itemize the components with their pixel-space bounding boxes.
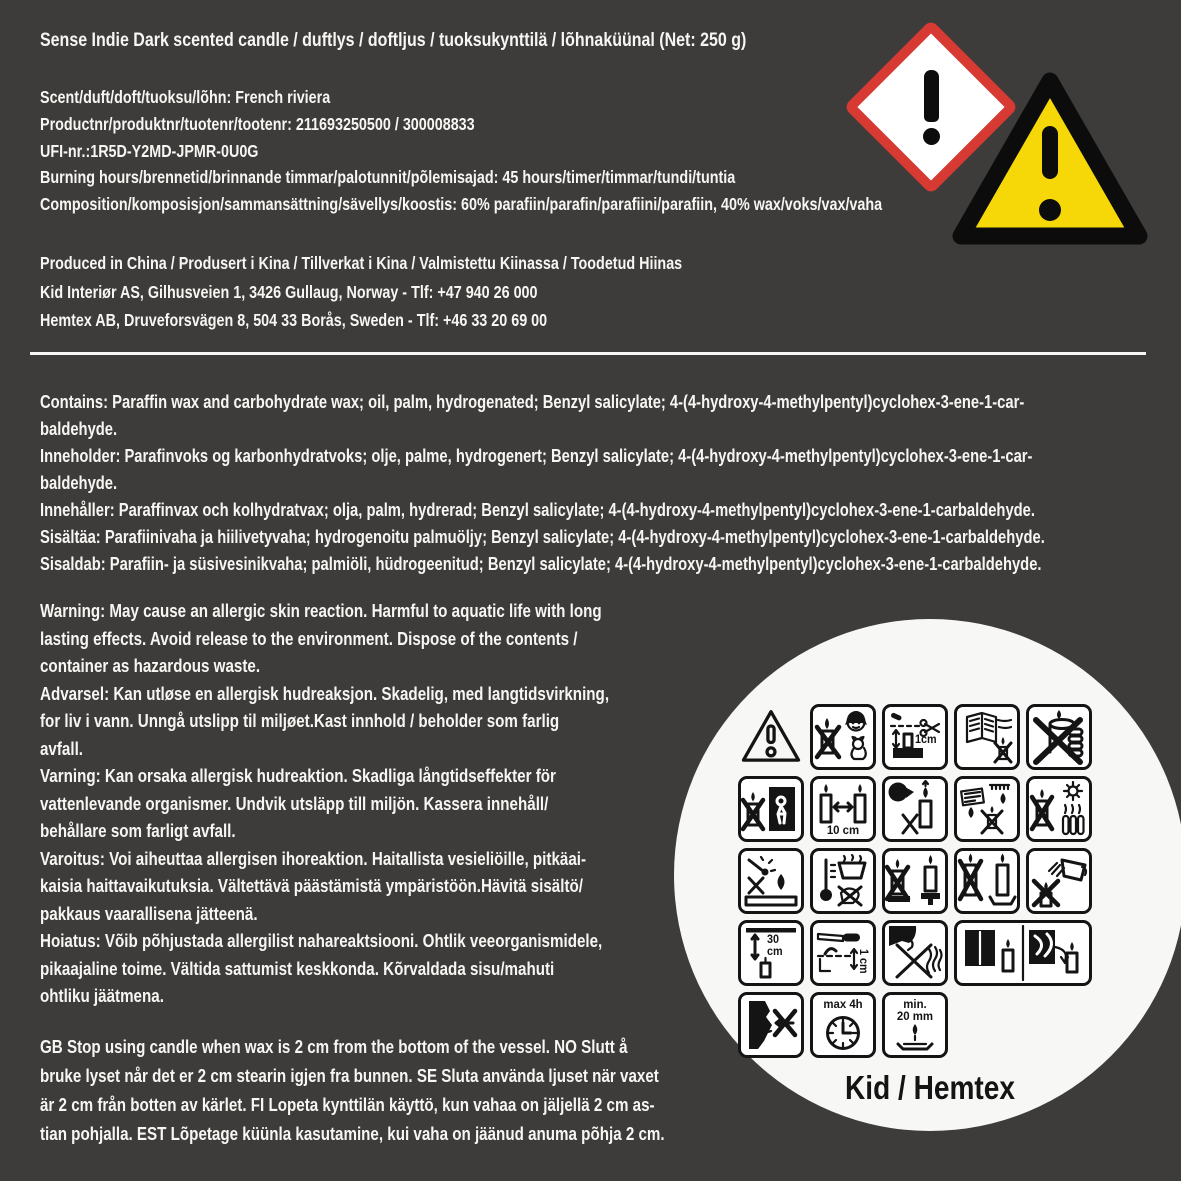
min-wax-20mm-icon <box>882 992 948 1058</box>
text-line: Inneholder: Parafinvoks og karbonhydratvoks; olje, palme, hydrogenert; Benzyl salicylate; 4-(4-hydroxy-4-methylpentyl)cyclohex-3-ene-1-car- <box>40 446 1033 466</box>
text-line: container as hazardous waste. <box>40 655 261 676</box>
text-line: UFI-nr.:1R5D-Y2MD-JPMR-0U0G <box>40 140 259 161</box>
keep-away-from-heat-sources-icon <box>1026 776 1092 842</box>
warning-section <box>40 597 734 1010</box>
keep-wax-pool-clear-of-matches-icon <box>738 848 804 914</box>
page-title <box>40 26 901 54</box>
do-not-lean-over-candle-icon <box>882 776 948 842</box>
brand-text: Kid / Hemtex <box>845 1069 1015 1106</box>
wick-1cm-label: 1 cm <box>857 949 871 974</box>
title-line: Sense Indie Dark scented candle / duftlys / doftljus / tuoksukynttilä / lõhnaküünal (Net: 250 g) <box>40 29 747 51</box>
text-line: lasting effects. Avoid release to the environment. Dispose of the contents / <box>40 627 578 649</box>
exclamation-bar <box>924 70 939 122</box>
container-may-become-hot-icon <box>810 848 876 914</box>
min-word-label: min. <box>903 997 927 1011</box>
text-line: Innehåller: Paraffinvax och kolhydratvax; olja, palm, hydrerad; Benzyl salicylate; 4-(4-hydroxy-4-methylpentyl)cyclohex-3-ene-1-carbaldehyde. <box>40 500 1035 520</box>
ingredients-section <box>40 389 1181 578</box>
text-line: Warning: May cause an allergic skin reaction. Harmful to aquatic life with long <box>40 600 602 621</box>
text-line: pikaajaline toime. Vältida sattumist keskkonda. Kõrvaldada sisu/mahuti <box>40 957 555 979</box>
text-line: baldehyde. <box>40 473 118 493</box>
keep-away-from-burning-objects-icon <box>954 776 1020 842</box>
text-line: Hemtex AB, Druveforsvägen 8, 504 33 Borås, Sweden - Tlf: +46 33 20 69 00 <box>40 310 548 331</box>
30cm-value-label: 30 <box>767 932 780 946</box>
text-line: kaisia haittavaikutuksia. Vältettävä päästämistä ympäristöön.Hävitä sisältö/ <box>40 875 583 896</box>
do-not-extinguish-with-water-icon <box>1026 848 1092 914</box>
never-leave-burning-candle-unattended-icon <box>738 776 804 842</box>
text-line: GB Stop using candle when wax is 2 cm from the bottom of the vessel. NO Slutt å <box>40 1036 628 1057</box>
text-line: Varning: Kan orsaka allergisk hudreaktion. Skadliga långtidseffekter för <box>40 765 556 786</box>
keep-away-from-children-and-pets-icon <box>810 704 876 770</box>
text-line: Scent/duft/doft/tuoksu/lõhn: French riviera <box>40 87 331 107</box>
keep-away-from-flammable-materials-icon <box>954 704 1020 770</box>
usage-stop-section <box>40 1032 802 1148</box>
text-line: Kid Interiør AS, Gilhusveien 1, 3426 Gullaug, Norway - Tlf: +47 940 26 000 <box>40 281 538 302</box>
text-line: Hoiatus: Võib põhjustada allergilist nahareaktsiooni. Ohtlik veeorganismidele, <box>40 930 603 951</box>
text-line: ohtliku jäätmena. <box>40 985 164 1006</box>
text-line: är 2 cm från botten av kärlet. FI Lopeta kynttilän käyttö, kun vahaa on jäljellä 2 cm as- <box>40 1094 655 1115</box>
divider <box>30 352 1146 355</box>
text-line: Sisaldab: Parafiin- ja süsivesinikvaha; palmiöli, hüdrogeenitud; Benzyl salicylate; 4-(4-hydroxy-4-methylpentyl)cyclohex-3-ene-1-carbaldehyde. <box>40 554 1042 574</box>
avoid-draughts-icon <box>954 920 1092 986</box>
text-line: for liv i vann. Unngå utslipp til miljøet.Kast innhold / beholder som farlig <box>40 710 560 731</box>
trim-wick-with-knife-1cm-icon <box>810 920 876 986</box>
10cm-distance-label: 10 cm <box>826 823 860 837</box>
always-use-candle-holder-icon <box>882 848 948 914</box>
text-line: Advarsel: Kan utløse en allergisk hudreaksjon. Skadelig, med langtidsvirkning, <box>40 682 610 704</box>
text-line: pakkaus vaarallisena jätteenä. <box>40 902 258 924</box>
keep-30cm-below-overhangs-icon <box>738 920 804 986</box>
do-not-inhale-fumes-icon <box>882 920 948 986</box>
trim-1cm-label: 1cm <box>915 732 937 746</box>
text-line: Varoitus: Voi aiheuttaa allergisen ihoreaktion. Haitallista vesieliöille, pitkäai- <box>40 847 587 869</box>
trim-wick-1cm-icon <box>882 704 948 770</box>
text-line: baldehyde. <box>40 419 118 439</box>
do-not-blow-out-icon <box>738 992 804 1058</box>
text-line: Sisältäa: Parafiinivaha ja hiilivetyvaha; hydrogenoitu palmuöljy; Benzyl salicylate; 4-(4-hydroxy-4-methylpentyl)cyclohex-3-ene-1-carbaldehyde. <box>40 527 1045 547</box>
general-warning-icon <box>738 704 804 770</box>
text-line: vattenlevande organismer. Undvik utsläpp till miljön. Kassera innehåll/ <box>40 792 549 814</box>
exclamation-dot <box>923 128 940 145</box>
warning-triangle-icon <box>950 68 1150 250</box>
text-line: Produced in China / Produsert i Kina / Tillverkat i Kina / Valmistettu Kiinassa / Toodetud Hiinas <box>40 253 683 273</box>
do-not-move-burning-candle-icon <box>1026 704 1092 770</box>
text-line: Productnr/produktnr/tuotenr/tootenr: 211693250500 / 300008833 <box>40 113 475 134</box>
text-line: bruke lyset når det er 2 cm stearin igjen fra bunnen. SE Sluta använda ljuset när vaxet <box>40 1065 659 1086</box>
safety-pictogram-panel <box>674 619 1181 1131</box>
text-line: Contains: Paraffin wax and carbohydrate wax; oil, palm, hydrogenated; Benzyl salicylate; 4-(4-hydroxy-4-methylpentyl)cyclohex-3-ene-1-car- <box>40 392 1025 412</box>
max-burn-4h-icon <box>810 992 876 1058</box>
text-line: avfall. <box>40 737 84 759</box>
max-4h-label: max 4h <box>823 997 863 1011</box>
use-heat-resistant-base-icon <box>954 848 1020 914</box>
30cm-unit-label: cm <box>767 944 783 958</box>
text-line: Composition/komposisjon/sammansättning/sävellys/koostis: 60% parafiin/parafin/parafiini/parafiin, 40% wax/voks/vax/vaha <box>40 194 883 215</box>
keep-10cm-between-candles-icon <box>810 776 876 842</box>
text-line: behållare som farligt avfall. <box>40 820 236 841</box>
producer-info <box>40 249 823 335</box>
text-line: tian pohjalla. EST Lõpetage küünla kasutamine, kui vaha on jäänud anuma põhja 2 cm. <box>40 1123 665 1144</box>
text-line: Burning hours/brennetid/brinnande timmar/palotunnit/põlemisajad: 45 hours/timer/timmar/tundi/tuntia <box>40 167 736 188</box>
min-20mm-label: 20 mm <box>896 1009 934 1023</box>
